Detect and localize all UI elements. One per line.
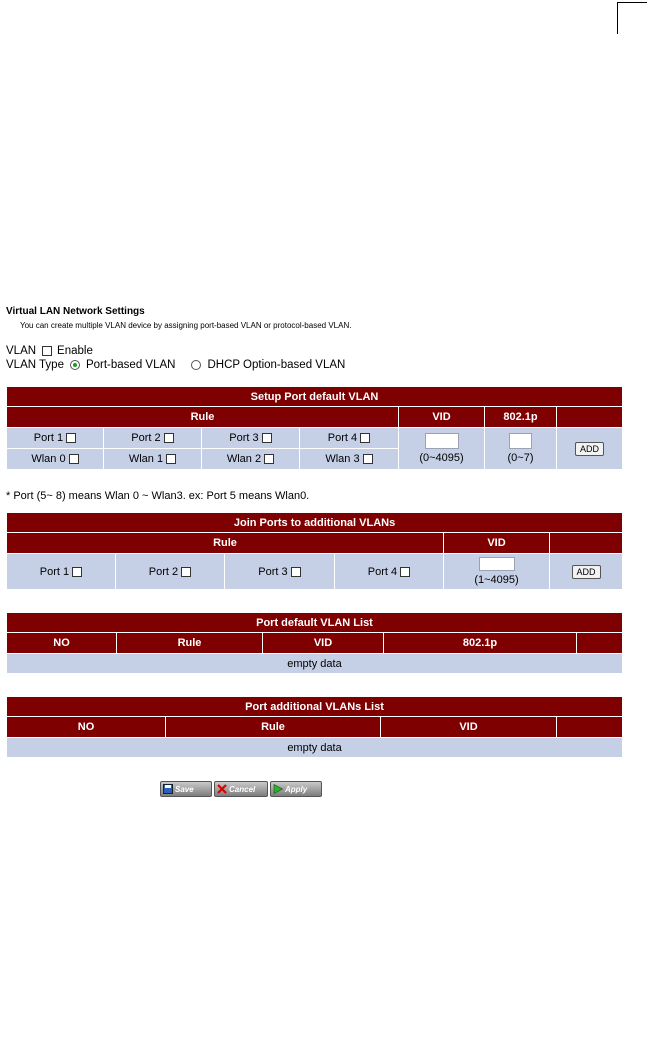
join-port-3-cell [225, 554, 335, 590]
port-default-vlan-list [6, 612, 623, 674]
setup-add-cell [557, 428, 623, 470]
setup-port-2-cell [104, 428, 202, 449]
default-list-priority-header: 802.1p [384, 633, 577, 654]
setup-priority-header: 802.1p [485, 407, 557, 428]
setup-vid-header: VID [399, 407, 485, 428]
join-port-2-checkbox[interactable] [181, 567, 191, 577]
vlan-label: VLAN [6, 345, 37, 357]
join-port-2-label: Port 2 [148, 565, 179, 578]
default-list-title: Port default VLAN List [7, 613, 623, 633]
additional-list-vid-header: VID [381, 717, 557, 738]
port-based-radio[interactable] [70, 360, 80, 370]
wlan-2-checkbox[interactable] [264, 454, 274, 464]
port-additional-vlans-list [6, 696, 623, 758]
setup-priority-input[interactable] [509, 433, 532, 449]
join-port-4-label: Port 4 [367, 565, 398, 578]
wlan-0-label: Wlan 0 [31, 453, 66, 465]
red-x-icon [217, 784, 227, 794]
setup-wlan-3-cell [300, 449, 399, 470]
wlan-1-label: Wlan 1 [128, 453, 164, 465]
setup-wlan-2-cell [202, 449, 300, 470]
wlan-3-checkbox[interactable] [363, 454, 373, 464]
setup-add-button[interactable]: ADD [575, 442, 604, 456]
default-list-rule-header: Rule [117, 633, 263, 654]
join-port-1-cell [7, 554, 116, 590]
default-list-action-header [577, 633, 623, 654]
port-4-checkbox[interactable] [360, 433, 370, 443]
join-table-title: Join Ports to additional VLANs [7, 513, 623, 533]
vlan-enable-label: Enable [57, 345, 93, 357]
action-toolbar [160, 781, 322, 797]
setup-vid-cell [399, 428, 485, 470]
wlan-1-checkbox[interactable] [166, 454, 176, 464]
setup-priority-cell [485, 428, 557, 470]
dhcp-option-label: DHCP Option-based VLAN [207, 359, 346, 371]
join-vid-header: VID [444, 533, 550, 554]
port-1-label: Port 1 [33, 432, 64, 444]
port-based-label: Port-based VLAN [85, 359, 176, 371]
join-port-1-checkbox[interactable] [72, 567, 82, 577]
join-port-4-cell [335, 554, 444, 590]
cancel-label: Cancel [229, 784, 256, 794]
join-rule-header: Rule [7, 533, 444, 554]
join-vid-input[interactable] [479, 557, 515, 571]
setup-priority-hint: (0~7) [507, 452, 534, 464]
default-list-empty: empty data [7, 654, 623, 674]
port-2-checkbox[interactable] [164, 433, 174, 443]
vlan-enable-row [6, 345, 93, 357]
vlan-type-label: VLAN Type [6, 359, 64, 371]
join-port-2-cell [116, 554, 225, 590]
setup-wlan-1-cell [104, 449, 202, 470]
setup-port-3-cell [202, 428, 300, 449]
setup-vid-input[interactable] [425, 433, 459, 449]
port-3-label: Port 3 [229, 432, 259, 444]
additional-list-rule-header: Rule [166, 717, 381, 738]
join-vid-cell [444, 554, 550, 590]
default-list-no-header: NO [7, 633, 117, 654]
join-add-button[interactable]: ADD [572, 565, 601, 579]
cancel-button[interactable] [214, 781, 268, 797]
join-port-3-label: Port 3 [258, 565, 288, 578]
additional-list-no-header: NO [7, 717, 166, 738]
join-port-3-checkbox[interactable] [291, 567, 301, 577]
wlan-0-checkbox[interactable] [69, 454, 79, 464]
setup-rule-header: Rule [7, 407, 399, 428]
setup-action-header [557, 407, 623, 428]
setup-port-default-vlan-table [6, 386, 623, 470]
join-port-1-label: Port 1 [39, 565, 70, 578]
port-1-checkbox[interactable] [66, 433, 76, 443]
dhcp-option-radio[interactable] [191, 360, 201, 370]
wlan-2-label: Wlan 2 [226, 453, 262, 465]
default-list-vid-header: VID [263, 633, 384, 654]
port-mapping-note: * Port (5~ 8) means Wlan 0 ~ Wlan3. ex: Port 5 means Wlan0. [6, 490, 310, 502]
port-3-checkbox[interactable] [262, 433, 272, 443]
join-vid-hint: (1~4095) [474, 574, 519, 586]
floppy-icon [163, 784, 173, 794]
setup-vid-hint: (0~4095) [419, 452, 464, 464]
vlan-type-row [6, 359, 345, 371]
setup-port-1-cell [7, 428, 104, 449]
join-action-header [550, 533, 623, 554]
additional-list-action-header [557, 717, 623, 738]
setup-wlan-0-cell [7, 449, 104, 470]
apply-button[interactable] [270, 781, 322, 797]
green-arrow-icon [273, 784, 283, 794]
page-title: Virtual LAN Network Settings [6, 306, 145, 317]
vlan-enable-checkbox[interactable] [42, 346, 52, 356]
join-port-4-checkbox[interactable] [400, 567, 410, 577]
port-4-label: Port 4 [327, 432, 358, 444]
port-2-label: Port 2 [131, 432, 161, 444]
page-corner-mark [617, 2, 647, 34]
join-ports-table [6, 512, 623, 590]
wlan-3-label: Wlan 3 [325, 453, 360, 465]
save-label: Save [175, 784, 194, 794]
save-button[interactable] [160, 781, 212, 797]
setup-port-4-cell [300, 428, 399, 449]
additional-list-empty: empty data [7, 738, 623, 758]
apply-label: Apply [285, 784, 308, 794]
join-add-cell [550, 554, 623, 590]
page-description: You can create multiple VLAN device by assigning port-based VLAN or protocol-based VLAN. [20, 321, 352, 330]
setup-table-title: Setup Port default VLAN [7, 387, 623, 407]
additional-list-title: Port additional VLANs List [7, 697, 623, 717]
